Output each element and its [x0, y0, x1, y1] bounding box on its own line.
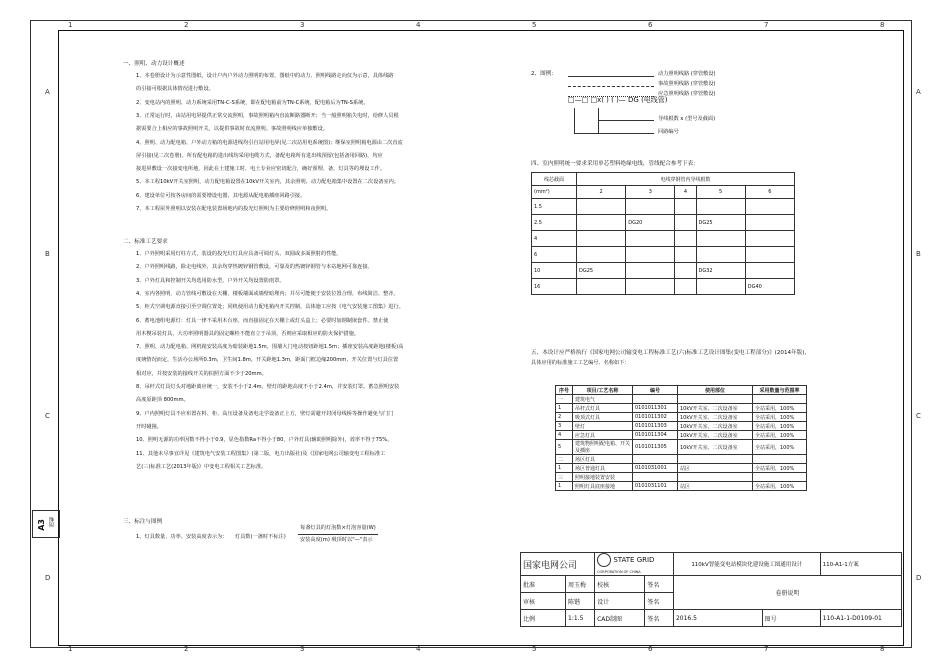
code-leader-1h	[598, 120, 654, 121]
table-cell	[633, 455, 678, 464]
table1-cell: DG25	[696, 215, 745, 231]
grid-letter: D	[916, 574, 922, 582]
signature-cell: 陈锴	[566, 593, 595, 610]
grid-letter: A	[45, 88, 50, 96]
table-row	[556, 455, 807, 464]
brand-en: STATE GRID	[613, 556, 655, 564]
formula-left: 灯具数(一盏时不标注)	[235, 534, 286, 540]
formula-divider	[298, 534, 378, 535]
grid-letter: C	[916, 412, 921, 420]
list-item: 用木楔吊装灯具。大功率照明器具的固定螺栓不能直立于吊顶，否则应采取相应的防火保护措施。	[136, 330, 360, 337]
table-row	[556, 422, 807, 431]
table-cell: 场区灯具	[573, 455, 633, 464]
table-cell: 全站采用，100%	[753, 464, 807, 473]
table2-head: 采用数量与范围率	[753, 386, 807, 395]
table-row	[556, 413, 807, 422]
table1-row: 4	[532, 231, 577, 247]
table-cell: 吸顶式灯具	[573, 413, 633, 422]
fig-no: 110-A1-1-D0109-01	[820, 610, 901, 627]
code-leader-2h	[574, 133, 654, 134]
grid-number: 4	[416, 645, 421, 653]
company-name: 国家电网公司	[521, 553, 595, 576]
code-sub-1: 导线根数 x (型号及截面)	[658, 116, 716, 122]
craft-table	[555, 385, 807, 491]
table1-count: 2	[577, 186, 626, 199]
list-item: 接进屏敷设一次接变电所地，因此在土建施工时，电土专业应密切配合，确好预埋、备、灯具等的埋设工作。	[136, 166, 386, 173]
table-cell: 0101011303	[633, 422, 678, 431]
sheet-size-block	[32, 510, 60, 538]
grid-number: 5	[532, 645, 537, 653]
signature-cell: 签名	[645, 576, 674, 593]
table-cell	[678, 473, 753, 482]
list-item: 高度原距顶 800mm。	[136, 397, 189, 404]
table-cell: 0101011301	[633, 404, 678, 413]
table-cell: 0101011305	[633, 440, 678, 455]
legend-line-2	[568, 86, 654, 87]
table-cell: 全站采用，100%	[753, 422, 807, 431]
grid-letter: D	[45, 574, 51, 582]
table1-count: 3	[626, 186, 675, 199]
list-item: 7、照明、动力配电箱、网机箱安装高度为暗装距地1.5m，围墙大门电动按钮距地1.5m；插座安装高度距地(楼板)高	[136, 344, 404, 351]
code-top: 110-A1-1方案	[820, 553, 901, 576]
section5-title: 五、本设计应严格执行《国家电网公司输变电工程标准工艺(六)标准工艺设计图集(变电工程部分)》(2014年版)，	[531, 350, 811, 356]
list-item: 11、其他未尽事宜详见《建筑电气安装工程图集》(第二版，电力出版社)及《国家电网公司输变电工程标准工	[136, 450, 386, 457]
list-item: 度统情况而定，生活办公场所0.3m，卫生间1.8m，开关距地1.3m，距面门框边缘200mm，开关位置与灯具位置	[136, 357, 399, 364]
role-label: 比例	[521, 610, 566, 627]
grid-number: 4	[416, 21, 421, 29]
table-cell: 照明接地装置安装	[573, 473, 633, 482]
title-block	[520, 552, 902, 627]
list-item: 6、建设单位可按各房间的需要增设电器，其电源从配电箱插座回路引接。	[136, 192, 306, 199]
legend-label-3: 应急照明线路 (穿管敷设)	[658, 91, 716, 97]
table1-cell: DG25	[577, 263, 626, 279]
table-row	[556, 464, 807, 473]
table1-cell: DG32	[696, 263, 745, 279]
table-cell: 10kV开关室、二次设备室	[678, 413, 753, 422]
list-item: 7、本工程屋外照明以安装在配电装置场地内的投光灯照明为主要给修照明和夜照明。	[136, 206, 332, 212]
table-cell	[633, 473, 678, 482]
table-cell: 4	[556, 431, 573, 440]
table-cell: 1	[556, 464, 573, 473]
table-cell: 建筑物照明配电箱、开关及插座	[573, 440, 633, 455]
section1-title: 一、照明、动力设计概述	[123, 61, 185, 67]
section3-item: 1、灯具数量、功率、安装高度表示为：	[136, 534, 228, 540]
grid-letter: B	[45, 250, 50, 258]
table-cell	[678, 455, 753, 464]
list-item: 3、户外灯具和控制开关均选用防水型，户外开关均设置防雨罩。	[136, 277, 285, 284]
table-cell: 建筑电气	[573, 395, 633, 404]
table-cell: 0101031001	[633, 464, 678, 473]
code-line: □—□ □x( ) ( )— DG (电线管)	[568, 96, 668, 104]
table-cell: 壁灯	[573, 422, 633, 431]
role-label: 设计	[595, 593, 645, 610]
formula-top: 每盏灯具的灯泡数×灯泡容量(W)	[300, 525, 376, 531]
role-label: 审核	[521, 593, 566, 610]
table-row	[556, 482, 807, 491]
grid-number: 6	[648, 21, 653, 29]
signature-cell: 签名	[645, 593, 674, 610]
table-cell: 2	[556, 413, 573, 422]
list-item: 3、正常运行时，由站用电屏提供正常交流照明，事故照明箱内直流断路器断开；当一般照明箱失电时，给修人员根	[136, 112, 399, 119]
code-leader-2	[574, 108, 575, 134]
grid-number: 8	[880, 645, 885, 653]
table-row	[556, 431, 807, 440]
table-cell	[678, 395, 753, 404]
grid-number: 5	[532, 21, 537, 29]
table2-head: 编号	[633, 386, 678, 395]
table1-cell: DG40	[745, 279, 794, 295]
table1-row: 1.5	[532, 199, 577, 215]
table-cell: 0101011304	[633, 431, 678, 440]
sheet-size-label: A3	[37, 519, 46, 531]
legend-label-2: 事故照明线路 (穿管敷设)	[658, 81, 716, 87]
table1-count: 4	[675, 186, 696, 199]
list-item: 相对应，并按安装的接线开关的拍照方面不少于20mm。	[136, 370, 267, 377]
signature-cell: 签名	[645, 610, 674, 627]
list-item: 8、吊杆式灯具灯头对地距离应统一，安装不小于2.4m，壁灯的距地高度不小于2.4m，并安装灯罩。蓄急照明安装	[136, 384, 400, 390]
scale-value: 1:1.5	[566, 610, 595, 627]
table1-row: 2.5	[532, 215, 577, 231]
list-item: 9、户内照明灯具不应布置在料、柜、高压设备及备电走学设备正上方，壁灯需避开封闭母线桥等操作避免与门门	[136, 410, 394, 417]
table-cell: 照明灯具底座接地	[573, 482, 633, 491]
list-item: 艺(三)标准工艺(2013年版)》中变电工程相关工艺标准。	[136, 463, 267, 470]
table-cell: 全站采用，100%	[753, 482, 807, 491]
date: 2016.5	[673, 610, 762, 627]
list-item: 6、蓄电池组电源灯：灯具一律不采用木台座，而直接固定在天棚上或灯头盒上；必要时加钢制嵌套件。禁止使	[136, 317, 389, 324]
table-cell: 10kV开关室、二次设备室	[678, 422, 753, 431]
list-item: 1、户外照明采用灯柱方式，装设的投光灯灯具应具备可调灯头、双圆或多面照射的性能。	[136, 251, 342, 257]
table-cell: 场区普通灯具	[573, 464, 633, 473]
table1-head-right: 电线穿钢管内导线根数	[577, 173, 795, 186]
fig-label: 图号	[762, 610, 820, 627]
list-item: 2、变电站内的照明、动力系统采用TN-C-S系统，即在配电箱前为TN-C系统，配电箱后为TN-S系统。	[136, 99, 369, 106]
table1-row: 16	[532, 279, 577, 295]
code-leader-1	[598, 108, 599, 134]
grid-number: 6	[648, 645, 653, 653]
table-row	[556, 440, 807, 455]
table1-title: 四、室内照明统一要求采用单芯塑料绝缘电线，管线配合参考下表：	[531, 161, 699, 167]
table-cell: 应急灯具	[573, 431, 633, 440]
brand-en-sub: CORPORATION OF CHINA	[597, 570, 641, 574]
role-label: CAD制图	[595, 610, 645, 627]
role-label: 批准	[521, 576, 566, 593]
table-cell: 3	[556, 422, 573, 431]
table1-row: 10	[532, 263, 577, 279]
table-row	[556, 473, 807, 482]
signature-cell: 周玉梅	[566, 576, 595, 593]
table1-cell: DG20	[626, 215, 675, 231]
section5-sub: 具体应用的标准施工工艺编号、名称如下：	[531, 360, 630, 366]
table-cell: 1	[556, 404, 573, 413]
table2-head: 使用部位	[678, 386, 753, 395]
table1-count: 6	[745, 186, 794, 199]
list-item: 5、柜式空调电源直接引至空调位置处；同机使用动力配电箱内开关控制，具体施工应按《电气安装施工图集》进行。	[136, 304, 404, 311]
drawing-name: 卷册说明	[673, 576, 901, 610]
table-cell	[633, 395, 678, 404]
brand-logo-icon	[597, 553, 611, 567]
formula-bottom: 安装高度(m) 吸顶时以"—"表示	[300, 537, 373, 543]
table-cell: 0101011302	[633, 413, 678, 422]
code-sub-2: 回路编号	[658, 129, 679, 135]
table-cell: 1	[556, 482, 573, 491]
table-cell: 全站采用，100%	[753, 431, 807, 440]
grid-number: 3	[300, 645, 305, 653]
legend-line-1	[568, 76, 654, 77]
grid-number: 2	[184, 21, 189, 29]
list-item: 1、本卷册设计为示意性图纸，设计户内户外动力照明的布置，图纸中的动力、照明线路走向仅为示意，具体线路	[136, 73, 394, 79]
table1-count: 5	[696, 186, 745, 199]
table-cell: 站区	[678, 482, 753, 491]
table-cell: 吊杆式灯具	[573, 404, 633, 413]
list-item: 4、照明、动力配电箱、户外动力箱的电源进线均引自站用电屏(见二次站用电系统图)；继保室照明箱电源由二次直流	[136, 139, 403, 146]
table-cell: 10kV开关室、二次设备室	[678, 404, 753, 413]
list-item: 开时碰撞。	[136, 423, 162, 430]
section2-title: 二、标准工艺要求	[123, 239, 168, 245]
table-cell	[753, 395, 807, 404]
table2-head: 序号	[556, 386, 573, 395]
table-cell: 二	[556, 455, 573, 464]
list-item: 5、本工程10kV开关室照明、动力配电箱设置在10kV开关室内，其余照明、动力配电箱集中设置在二次设备室内。	[136, 179, 400, 186]
grid-number: 1	[68, 21, 73, 29]
table-cell: 全站采用，100%	[753, 404, 807, 413]
table-cell: 三	[556, 473, 573, 482]
list-item: 的引接可根据具体情况进行敷设。	[136, 86, 214, 93]
table-cell: 10kV开关室、二次设备室	[678, 440, 753, 455]
grid-number: 8	[880, 21, 885, 29]
table-row	[556, 395, 807, 404]
table2-head: 项目/工艺名称	[573, 386, 633, 395]
legend-label-1: 动力照明线路 (穿管敷设)	[658, 71, 716, 77]
list-item: 10、照明无源的功率因数不得小于0.9，显色指数Ra不得小于80，户外灯具(辅助照明除外)，效率不得于75%。	[136, 437, 393, 444]
role-label: 校核	[595, 576, 645, 593]
table-cell: 10kV开关室、二次设备室	[678, 431, 753, 440]
list-item: 4、室内各照明、动力管线可敷设在天棚、楼板墙面或墙壁暗埋内；并尽可能便于安装位置合理，布线简洁、整齐。	[136, 290, 399, 297]
list-item: 屏引接(见二次卷册)。所有配电箱的进出线均采用电缆方式，备配电箱所有进出线预留(包括备用回路)，均应	[136, 152, 383, 159]
table-row	[556, 404, 807, 413]
grid-letter: B	[916, 250, 921, 258]
grid-number: 1	[68, 645, 73, 653]
legend-title: 2、图例：	[531, 71, 557, 77]
section3-title: 三、标注与图例	[123, 519, 163, 525]
sheet-side-label: 图幅	[49, 517, 55, 527]
table-cell: 一	[556, 395, 573, 404]
list-item: 据需要合上相应的事故照明开关，以提供事故时直流照明。事故照明线应单独敷设。	[136, 126, 328, 133]
table-cell: 0101031101	[633, 482, 678, 491]
grid-number: 3	[300, 21, 305, 29]
table1-row: 6	[532, 247, 577, 263]
grid-letter: A	[916, 88, 921, 96]
table-cell	[753, 473, 807, 482]
table1-unit: (mm²)	[532, 186, 577, 199]
grid-number: 2	[184, 645, 189, 653]
table-cell: 全站采用，100%	[753, 413, 807, 422]
grid-letter: C	[45, 412, 50, 420]
table-cell: 站区	[678, 464, 753, 473]
table-cell	[753, 455, 807, 464]
table-cell: 全站采用，100%	[753, 440, 807, 455]
conduit-table	[531, 172, 795, 295]
grid-number: 7	[764, 645, 769, 653]
project-name: 110kV智能变电站模块化建设施工图通用设计	[673, 553, 820, 576]
grid-number: 7	[764, 21, 769, 29]
list-item: 2、户外照明线路，除走电线外，其余均穿热镀锌钢管敷设。可靠及的热镀锌钢管与本站地网可靠连接。	[136, 264, 373, 271]
table1-head-left: 线芯截面	[532, 173, 577, 186]
table-cell: 5	[556, 440, 573, 455]
brand-cell	[595, 553, 674, 576]
